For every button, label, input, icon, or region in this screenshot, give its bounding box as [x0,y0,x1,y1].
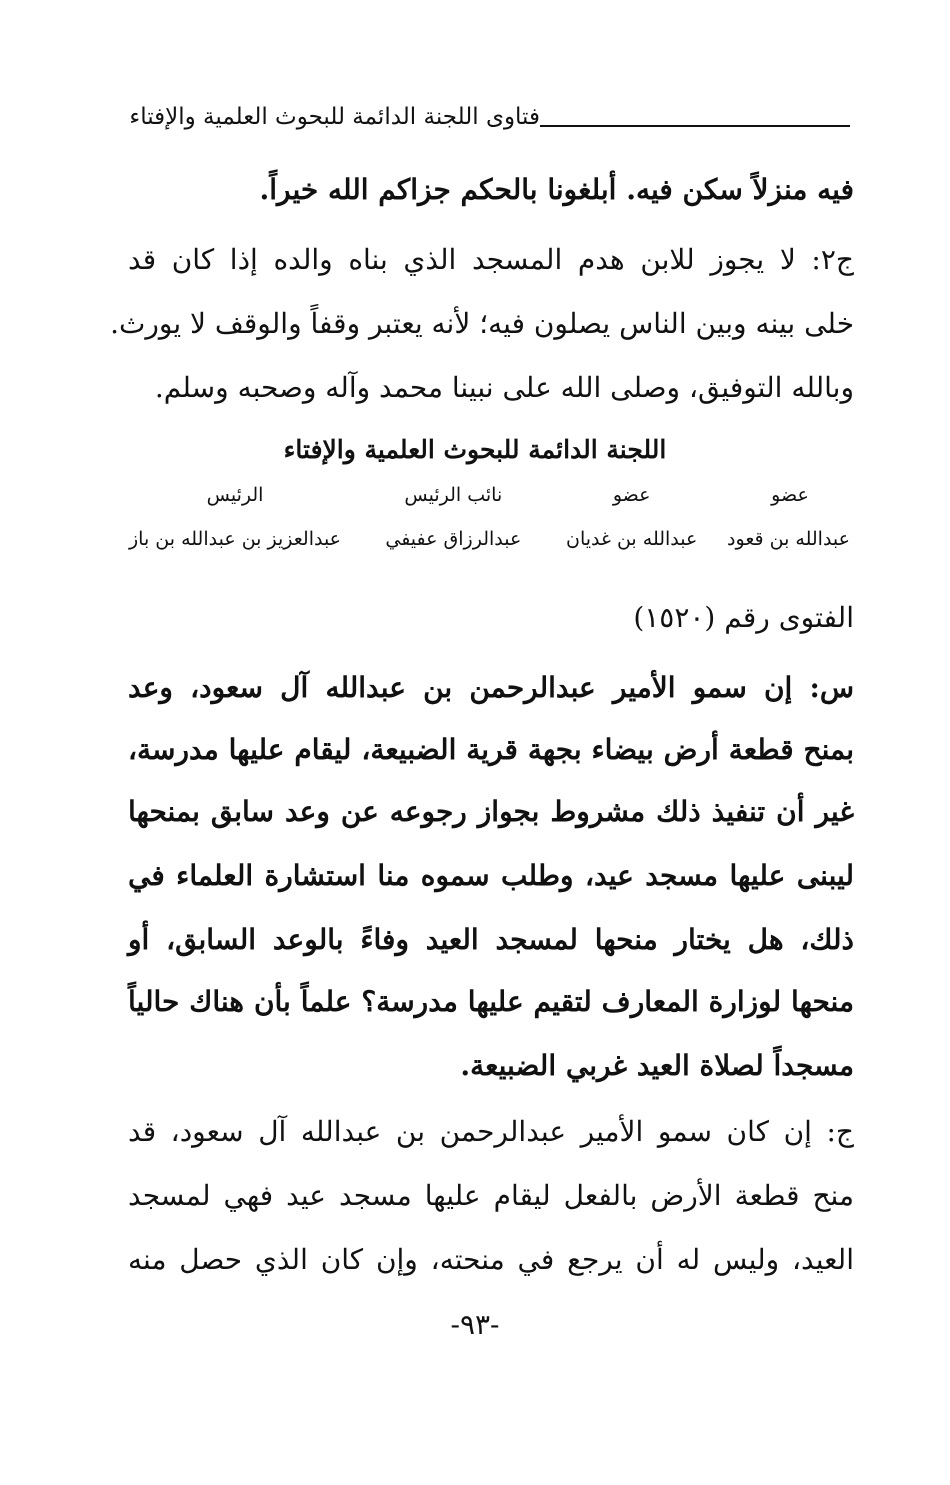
signer-name: عبدالعزيز بن عبدالله بن باز [128,528,342,550]
signer-name: عبدالله بن قعود [727,528,850,550]
signer-roles [120,484,850,506]
body-line: خلى بينه وبين الناس يصلون فيه؛ لأنه يعتبر وقفاً والوقف لا يورث. [110,307,854,340]
closing-line: وبالله التوفيق، وصلى الله على نبينا محمد وآله وصحبه وسلم. [154,371,854,404]
signer-name: عبدالله بن غديان [565,528,698,550]
header-rule [540,125,850,127]
signer-role: عضو [771,484,809,506]
signer-name: عبدالرزاق عفيفي [385,528,522,550]
question-line: منحها لوزارة المعارف لتقيم عليها مدرسة؟ علماً بأن هناك حالياً [128,985,854,1018]
signer-role: الرئيس [206,484,264,506]
answer-line: ج: إن كان سمو الأمير عبدالرحمن بن عبدالله آل سعود، قد [128,1115,855,1148]
question-line: ليبنى عليها مسجد عيد، وطلب سموه منا استشارة العلماء في [128,859,854,892]
answer-line: العيد، وليس له أن يرجع في منحته، وإن كان الذي حصل منه [128,1243,854,1276]
question-line: مسجداً لصلاة العيد غربي الضبيعة. [460,1049,854,1082]
question-line: غير أن تنفيذ ذلك مشروط بجواز رجوعه عن وعد سابق بمنحها [128,795,854,828]
fatwa-number: الفتوى رقم (١٥٢٠) [633,601,854,634]
body-line: ج٢: لا يجوز للابن هدم المسجد الذي بناه والده إذا كان قد [128,243,854,276]
question-line: ذلك، هل يختار منحها لمسجد العيد وفاءً بالوعد السابق، أو [128,923,854,956]
running-header [129,104,858,130]
signer-names [120,528,850,550]
question-line: س: إن سمو الأمير عبدالرحمن بن عبدالله آل سعود، وعد [128,671,855,704]
body-line: فيه منزلاً سكن فيه. أبلغونا بالحكم جزاكم الله خيراً. [259,173,854,206]
answer-line: منح قطعة الأرض بالفعل ليقام عليها مسجد عيد فهي لمسجد [128,1179,854,1212]
signer-role: عضو [612,484,651,506]
question-line: بمنح قطعة أرض بيضاء بجهة قرية الضبيعة، ليقام عليها مدرسة، [128,733,854,766]
running-title: فتاوى اللجنة الدائمة للبحوث العلمية والإفتاء [129,104,540,130]
page-number: -٩٣- [450,1308,500,1341]
signer-role: نائب الرئيس [404,484,503,506]
committee-name: اللجنة الدائمة للبحوث العلمية والإفتاء [283,435,667,464]
